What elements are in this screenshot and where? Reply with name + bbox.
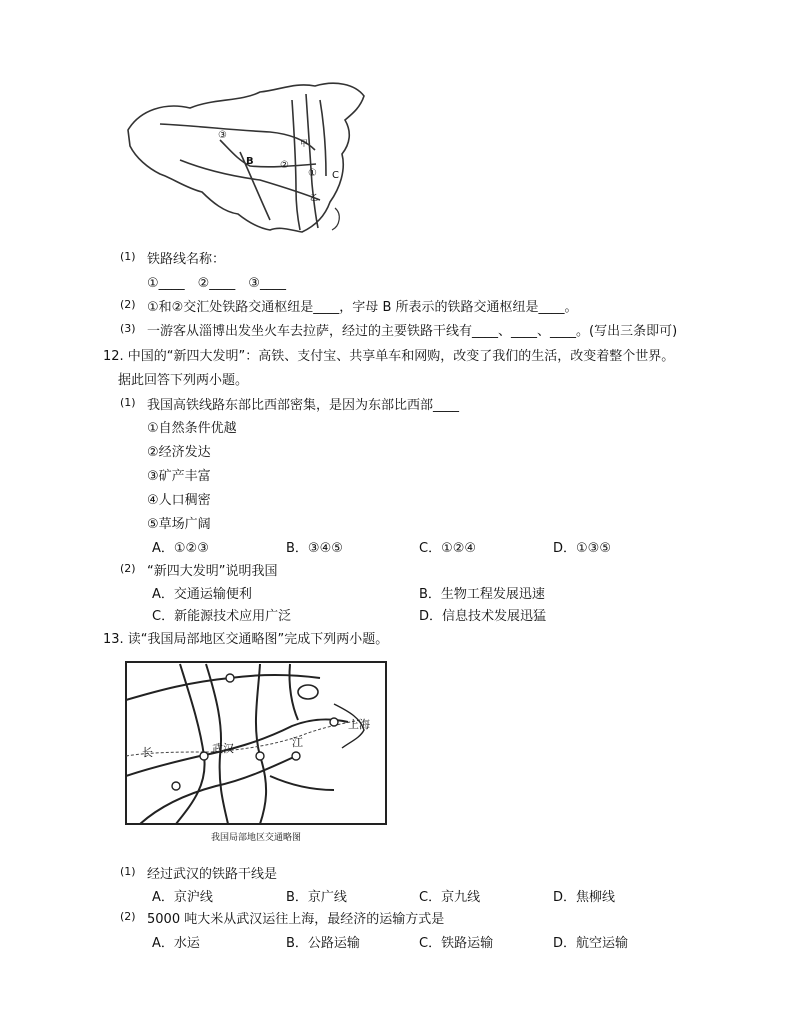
- map-label-jia: 甲: [300, 139, 308, 148]
- map-label-1: ①: [308, 168, 317, 179]
- q11-sub1-text: 铁路线名称：: [147, 252, 226, 267]
- q13-stem: 13. 读“我国局部地区交通略图”完成下列两小题。: [103, 632, 389, 647]
- q12-sub1-option-a[interactable]: A．①②③: [152, 541, 209, 556]
- q12-item: ③矿产丰富: [147, 469, 211, 484]
- map-label-shanghai: 上海: [348, 718, 370, 731]
- q12-item: ⑤草场广阔: [147, 517, 211, 532]
- q11-sub1-num: (1): [120, 250, 136, 263]
- q12-stem: 12. 中国的“新四大发明”：高铁、支付宝、共享单车和网购，改变了我们的生活，改变着整个世界。: [103, 349, 675, 364]
- q12-sub1-option-d[interactable]: D．①③⑤: [553, 541, 611, 556]
- q13-sub2-option-d[interactable]: D．航空运输: [553, 936, 629, 951]
- map-label-c: C: [332, 170, 339, 181]
- q13-sub2-num: (2): [120, 910, 136, 923]
- q11-sub3-num: (3): [120, 322, 136, 335]
- q13-sub2-text: 5000 吨大米从武汉运往上海，最经济的运输方式是: [147, 912, 445, 927]
- map-label-wuhan: 武汉: [212, 742, 234, 755]
- q13-sub1-option-c[interactable]: C．京九线: [419, 890, 481, 905]
- map-label-yi: 乙: [310, 193, 318, 202]
- q12-sub2-option-c[interactable]: C．新能源技术应用广泛: [152, 609, 292, 624]
- q13-sub2-option-c[interactable]: C．铁路运输: [419, 936, 494, 951]
- china-railway-map: [120, 80, 368, 240]
- q12-item: ②经济发达: [147, 445, 211, 460]
- q13-sub1-option-a[interactable]: A．京沪线: [152, 890, 213, 905]
- q12-stem-2: 据此回答下列两小题。: [118, 373, 249, 388]
- q11-sub2-num: (2): [120, 298, 136, 311]
- q13-sub2-option-a[interactable]: A．水运: [152, 936, 200, 951]
- q12-sub1-option-b[interactable]: B．③④⑤: [286, 541, 343, 556]
- q12-sub1-option-c[interactable]: C．①②④: [419, 541, 477, 556]
- map-label-3: ③: [218, 130, 227, 141]
- map-label-2: ②: [280, 160, 289, 171]
- map-label-chang: 长: [142, 746, 153, 759]
- q12-sub2-text: “新四大发明”说明我国: [147, 564, 278, 579]
- q12-sub2-num: (2): [120, 562, 136, 575]
- q11-sub2-text: ①和②交汇处铁路交通枢纽是____，字母 B 所表示的铁路交通枢纽是____。: [147, 300, 578, 315]
- q11-sub3-text: 一游客从淄博出发坐火车去拉萨，经过的主要铁路干线有____、____、____。(写出三条即可): [147, 324, 678, 339]
- q13-sub2-option-b[interactable]: B．公路运输: [286, 936, 360, 951]
- q13-sub1-text: 经过武汉的铁路干线是: [147, 867, 278, 882]
- q13-sub1-num: (1): [120, 865, 136, 878]
- q12-sub1-num: (1): [120, 396, 136, 409]
- map-label-b: B: [246, 156, 254, 167]
- q12-sub2-option-d[interactable]: D．信息技术发展迅猛: [419, 609, 547, 624]
- q12-item: ①自然条件优越: [147, 421, 237, 436]
- q11-sub1-blanks: ①____ ②____ ③____: [147, 276, 286, 291]
- q12-sub2-option-a[interactable]: A．交通运输便利: [152, 587, 252, 602]
- map-caption: 我国局部地区交通略图: [210, 833, 302, 843]
- map-label-jiang: 江: [292, 736, 303, 749]
- q13-sub1-option-b[interactable]: B．京广线: [286, 890, 347, 905]
- q13-sub1-option-d[interactable]: D．焦柳线: [553, 890, 616, 905]
- q12-item: ④人口稠密: [147, 493, 211, 508]
- regional-transport-map: [120, 656, 392, 850]
- q12-sub2-option-b[interactable]: B．生物工程发展迅速: [419, 587, 545, 602]
- q12-sub1-text: 我国高铁线路东部比西部密集，是因为东部比西部____: [147, 398, 460, 413]
